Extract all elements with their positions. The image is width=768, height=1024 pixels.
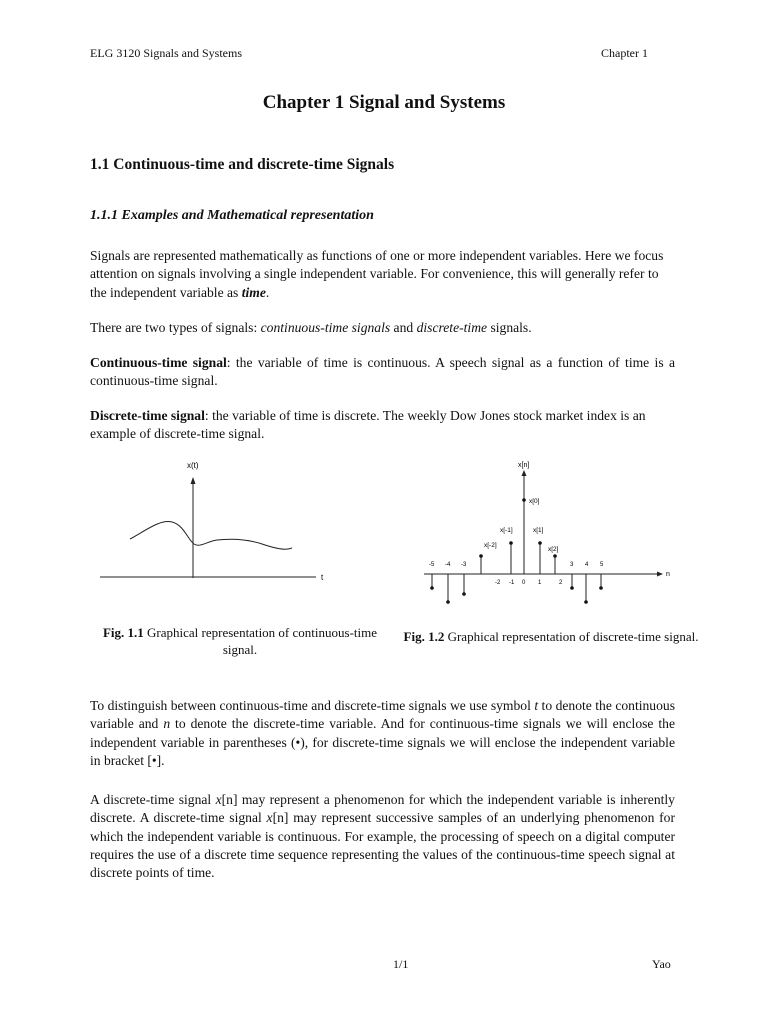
paragraph-sampling: A discrete-time signal x[n] may represent a phenomenon for which the independent variable is inherently discrete. A discrete-time signal x[n] may represent successive samples of an underlying phenomenon for which the independent variable is continuous. For example, the processing of speech on a digital computer requires the use of a discrete time sequence representing the values of the continuous-time speech signal at discrete points of time. xyxy=(90,792,675,881)
paragraph-types: There are two types of signals: continuous-time signals and discrete-time signals. xyxy=(90,320,532,335)
tick-label: 1 xyxy=(538,580,542,586)
header-chapter: Chapter 1 xyxy=(601,46,648,60)
paragraph-discrete: Discrete-time signal: the variable of time is discrete. The weekly Dow Jones stock market index is an example of discrete-time signal. xyxy=(90,408,646,442)
section-heading: 1.1 Continuous-time and discrete-time Signals xyxy=(90,156,395,173)
fig1-xlabel: t xyxy=(321,573,324,582)
fig2-ylabel: x[n] xyxy=(518,462,530,469)
paragraph-notation: To distinguish between continuous-time and discrete-time signals we use symbol t to denote the continuous variable and n to denote the discrete-time variable. And for continuous-time signals we will enclose the independent variable in parentheses (•), for discrete-time signals we will enclose the independent variable in bracket [•]. xyxy=(90,698,675,768)
page-number: 1/1 xyxy=(393,957,409,971)
label-x1: x[1] xyxy=(533,527,544,534)
paragraph-intro: Signals are represented mathematically as functions of one or more independent variables. Here we focus attention on signals involving a single independent variable. For convenience, this will generally refer to the independent variable as time. xyxy=(90,248,664,300)
tick-label: -4 xyxy=(445,562,451,568)
fig2-xlabel: n xyxy=(666,571,670,578)
tick-label: 4 xyxy=(585,562,589,568)
tick-label: -1 xyxy=(509,580,515,586)
fig1-ylabel: x(t) xyxy=(187,461,199,470)
paragraph-continuous: Continuous-time signal: the variable of time is continuous. A speech signal as a function of time is a continuous-time signal. xyxy=(90,355,675,389)
tick-label: 3 xyxy=(570,562,574,568)
tick-label: -3 xyxy=(461,562,467,568)
author-name: Yao xyxy=(652,957,671,971)
label-xm1: x[-1] xyxy=(500,527,513,534)
fig1-y-arrow xyxy=(191,477,196,484)
figure-continuous-signal xyxy=(90,456,340,596)
tick-label: 0 xyxy=(522,580,526,586)
figure-2-caption: Fig. 1.2 Graphical representation of discrete-time signal. xyxy=(403,629,699,644)
tick-label: -5 xyxy=(429,562,435,568)
fig2-x-arrow xyxy=(657,572,663,577)
header-course: ELG 3120 Signals and Systems xyxy=(90,46,242,60)
fig2-y-arrow xyxy=(522,470,527,476)
label-xm2: x[-2] xyxy=(484,542,497,549)
figure-1-caption: Fig. 1.1 Graphical representation of continuous-time signal. xyxy=(102,625,377,657)
page-title: Chapter 1 Signal and Systems xyxy=(262,92,506,113)
label-x0: x[0] xyxy=(529,498,540,505)
figure-discrete-signal xyxy=(420,456,690,616)
subsection-heading: 1.1.1 Examples and Mathematical representation xyxy=(90,208,374,223)
tick-label: -2 xyxy=(495,580,501,586)
label-x2: x[2] xyxy=(548,546,559,553)
tick-label: 2 xyxy=(559,580,563,586)
fig1-signal-curve xyxy=(130,522,292,550)
fig2-stems xyxy=(432,500,601,602)
tick-label: 5 xyxy=(600,562,604,568)
fig2-stem-dots xyxy=(430,498,603,604)
